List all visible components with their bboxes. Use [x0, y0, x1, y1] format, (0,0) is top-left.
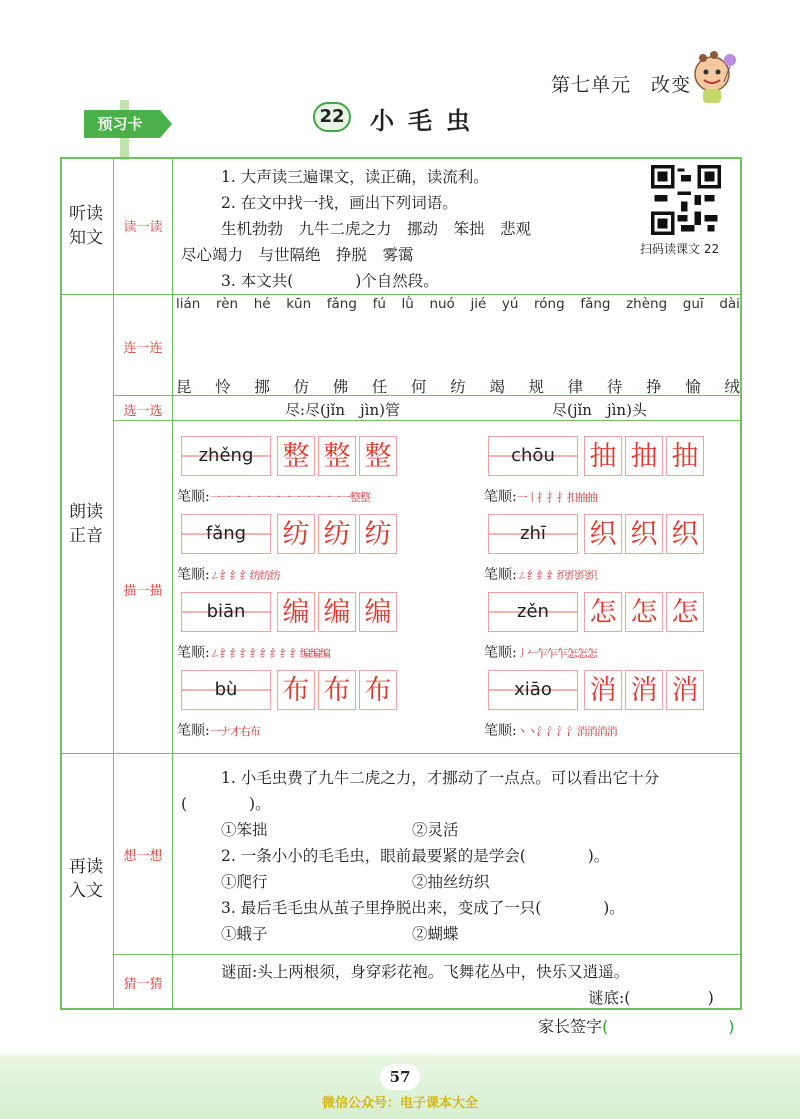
pinyin-item[interactable]: fǎng — [580, 296, 611, 312]
trace-char-box[interactable]: 怎 — [625, 592, 663, 632]
qr-code-icon[interactable] — [651, 165, 721, 235]
stroke-order-sequence: ㄥ纟纟纟纟纟纟纟纟编编编 — [209, 647, 330, 660]
choose-right[interactable]: 尽(jǐn jìn)头 — [552, 401, 647, 419]
section-read-aloud: 朗读 正音 — [69, 502, 103, 546]
trace-char-box[interactable]: 编 — [277, 592, 315, 632]
pinyin-row — [176, 296, 740, 312]
stroke-order — [177, 642, 330, 662]
trace-pinyin: zěn — [488, 592, 578, 632]
trace-char-box[interactable]: 整 — [277, 436, 315, 476]
char-item[interactable]: 何 — [411, 378, 427, 396]
trace-char-box[interactable]: 布 — [359, 670, 397, 710]
stroke-order-sequence: ㄥ纟纟纟纺纺纺 — [209, 569, 280, 582]
trace-pinyin: fǎng — [181, 514, 271, 554]
activity-guess: 猜一猜 — [123, 977, 163, 992]
char-item[interactable]: 仿 — [293, 378, 310, 396]
trace-char-box[interactable]: 怎 — [584, 592, 622, 632]
section-reread: 再读 入文 — [69, 857, 103, 901]
trace-char-box[interactable]: 编 — [359, 592, 397, 632]
read-item-2: 2. 在文中找一找，画出下列词语。 — [221, 194, 458, 212]
char-item[interactable]: 待 — [606, 378, 623, 396]
stroke-order — [484, 564, 597, 584]
stroke-order-label: 笔顺: — [177, 645, 210, 661]
read-item-1: 1. 大声读三遍课文，读正确，读流利。 — [221, 168, 489, 186]
stroke-order-label: 笔顺: — [177, 489, 210, 505]
char-item[interactable]: 佛 — [332, 378, 349, 396]
lesson-number: 22 — [313, 102, 351, 132]
stroke-order-label: 笔顺: — [177, 723, 210, 739]
riddle-text: 谜面:头上两根须，身穿彩花袍。飞舞花丛中，快乐又逍遥。 — [221, 963, 630, 981]
activity-match: 连一连 — [123, 341, 163, 356]
trace-char-box[interactable]: 织 — [666, 514, 704, 554]
trace-pinyin: bù — [181, 670, 271, 710]
trace-char-box[interactable]: 织 — [625, 514, 663, 554]
pinyin-item[interactable]: kūn — [286, 296, 312, 312]
unit-title: 第七单元 改变 — [551, 74, 692, 96]
trace-char-box[interactable]: 整 — [318, 436, 356, 476]
stroke-order — [484, 486, 597, 506]
stroke-order-sequence: ㄥ纟纟纟织织织织 — [516, 569, 597, 582]
trace-pinyin: chōu — [488, 436, 578, 476]
trace-char-box[interactable]: 怎 — [666, 592, 704, 632]
read-words-1: 生机勃勃 九牛二虎之力 挪动 笨拙 悲观 — [221, 220, 532, 238]
trace-char-box[interactable]: 纺 — [359, 514, 397, 554]
activity-read: 读一读 — [123, 220, 163, 235]
think-q3[interactable]: 3. 最后毛毛虫从茧子里挣脱出来，变成了一只( )。 — [221, 899, 625, 917]
lesson-title: 小毛虫 — [370, 106, 484, 135]
activity-trace: 描一描 — [123, 584, 163, 599]
trace-char-box[interactable]: 抽 — [625, 436, 663, 476]
stroke-order-label: 笔顺: — [484, 489, 517, 505]
trace-pinyin: xiāo — [488, 670, 578, 710]
qr-caption: 扫码读课文 22 — [640, 242, 720, 256]
stroke-order-sequence: 一丨扌扌扌扣抽抽 — [516, 491, 597, 504]
trace-char-box[interactable]: 编 — [318, 592, 356, 632]
section-listen: 听读 知文 — [69, 204, 103, 248]
pinyin-item[interactable]: zhèng — [626, 296, 668, 312]
pinyin-item[interactable]: dài — [719, 296, 740, 312]
pinyin-item[interactable]: róng — [534, 296, 565, 312]
stroke-order-sequence: 丿𠂉乍乍乍怎怎怎 — [516, 647, 597, 660]
pinyin-item[interactable]: lián — [176, 296, 201, 312]
trace-pinyin: biān — [181, 592, 271, 632]
stroke-order-label: 笔顺: — [484, 723, 517, 739]
trace-char-box[interactable]: 纺 — [277, 514, 315, 554]
parent-signature[interactable]: 家长签字( ) — [538, 1017, 735, 1036]
divider — [60, 294, 742, 295]
think-q3-option2[interactable]: ②蝴蝶 — [412, 925, 459, 943]
activity-think: 想一想 — [123, 849, 163, 864]
char-item[interactable]: 昆 — [176, 378, 192, 396]
divider — [113, 954, 742, 955]
char-item[interactable]: 绒 — [724, 378, 740, 396]
stroke-order — [177, 564, 280, 584]
stroke-order-sequence: 一ナ才右布 — [209, 725, 260, 738]
pinyin-item[interactable]: fú — [372, 296, 386, 312]
divider — [60, 753, 742, 754]
page-number: 57 — [380, 1064, 420, 1090]
char-item[interactable]: 律 — [567, 378, 584, 396]
wechat-account: 微信公众号：电子课本大全 — [321, 1096, 478, 1111]
activity-choose: 选一选 — [123, 404, 163, 419]
read-item-3[interactable]: 3. 本文共( )个自然段。 — [221, 272, 439, 290]
char-item[interactable]: 纺 — [450, 378, 466, 396]
stroke-order-label: 笔顺: — [484, 567, 517, 583]
trace-char-box[interactable]: 消 — [584, 670, 622, 710]
stroke-order — [177, 720, 260, 740]
trace-pinyin: zhěng — [181, 436, 271, 476]
pinyin-item[interactable]: nuó — [429, 296, 455, 312]
trace-char-box[interactable]: 布 — [277, 670, 315, 710]
char-item[interactable]: 竭 — [489, 378, 505, 396]
stroke-order-sequence: 丶丶氵氵氵氵消消消消 — [516, 725, 617, 738]
think-q1-answer[interactable]: ( )。 — [181, 795, 271, 813]
think-q2[interactable]: 2. 一条小小的毛毛虫，眼前最要紧的是学会( )。 — [221, 847, 610, 865]
pinyin-item[interactable]: fǎng — [326, 296, 357, 312]
think-q2-option2[interactable]: ②抽丝纺织 — [412, 873, 490, 891]
stroke-order — [177, 486, 370, 506]
pinyin-item[interactable]: rèn — [215, 296, 239, 312]
pinyin-item[interactable]: hé — [253, 296, 271, 312]
think-q1-option1[interactable]: ①笨拙 — [221, 821, 268, 839]
char-row — [176, 375, 740, 397]
trace-pinyin: zhī — [488, 514, 578, 554]
pinyin-item[interactable]: guī — [682, 296, 704, 312]
trace-char-box[interactable]: 消 — [666, 670, 704, 710]
trace-char-box[interactable]: 布 — [318, 670, 356, 710]
preview-card-tag: 预习卡 — [97, 115, 143, 133]
trace-char-box[interactable]: 消 — [625, 670, 663, 710]
trace-char-box[interactable]: 整 — [359, 436, 397, 476]
char-item[interactable]: 规 — [528, 378, 545, 396]
pinyin-item[interactable]: lǜ — [401, 296, 414, 312]
riddle-answer[interactable]: 谜底:( ) — [588, 989, 714, 1007]
pinyin-item[interactable]: yú — [501, 296, 519, 312]
trace-char-box[interactable]: 抽 — [584, 436, 622, 476]
read-words-2: 尽心竭力 与世隔绝 挣脱 雾霭 — [181, 246, 414, 264]
pinyin-item[interactable]: jié — [470, 296, 487, 312]
char-item[interactable]: 怜 — [215, 378, 231, 396]
char-item[interactable]: 挪 — [254, 378, 270, 396]
char-item[interactable]: 任 — [371, 378, 388, 396]
mascot-icon — [690, 48, 740, 106]
choose-left[interactable]: 尽:尽(jǐn jìn)管 — [285, 401, 400, 419]
stroke-order-label: 笔顺: — [484, 645, 517, 661]
think-q1-option2[interactable]: ②灵活 — [412, 821, 459, 839]
stroke-order-sequence: 一一一一一一一一一一一一一一整整 — [209, 491, 370, 504]
divider — [113, 420, 742, 421]
stroke-order — [484, 720, 617, 740]
think-q3-option1[interactable]: ①蛾子 — [221, 925, 268, 943]
char-item[interactable]: 愉 — [685, 378, 701, 396]
trace-char-box[interactable]: 抽 — [666, 436, 704, 476]
think-q2-option1[interactable]: ①爬行 — [221, 873, 268, 891]
trace-char-box[interactable]: 纺 — [318, 514, 356, 554]
char-item[interactable]: 挣 — [646, 378, 662, 396]
think-q1: 1. 小毛虫费了九牛二虎之力，才挪动了一点点。可以看出它十分 — [221, 769, 660, 787]
stroke-order-label: 笔顺: — [177, 567, 210, 583]
stroke-order — [484, 642, 597, 662]
trace-char-box[interactable]: 织 — [584, 514, 622, 554]
